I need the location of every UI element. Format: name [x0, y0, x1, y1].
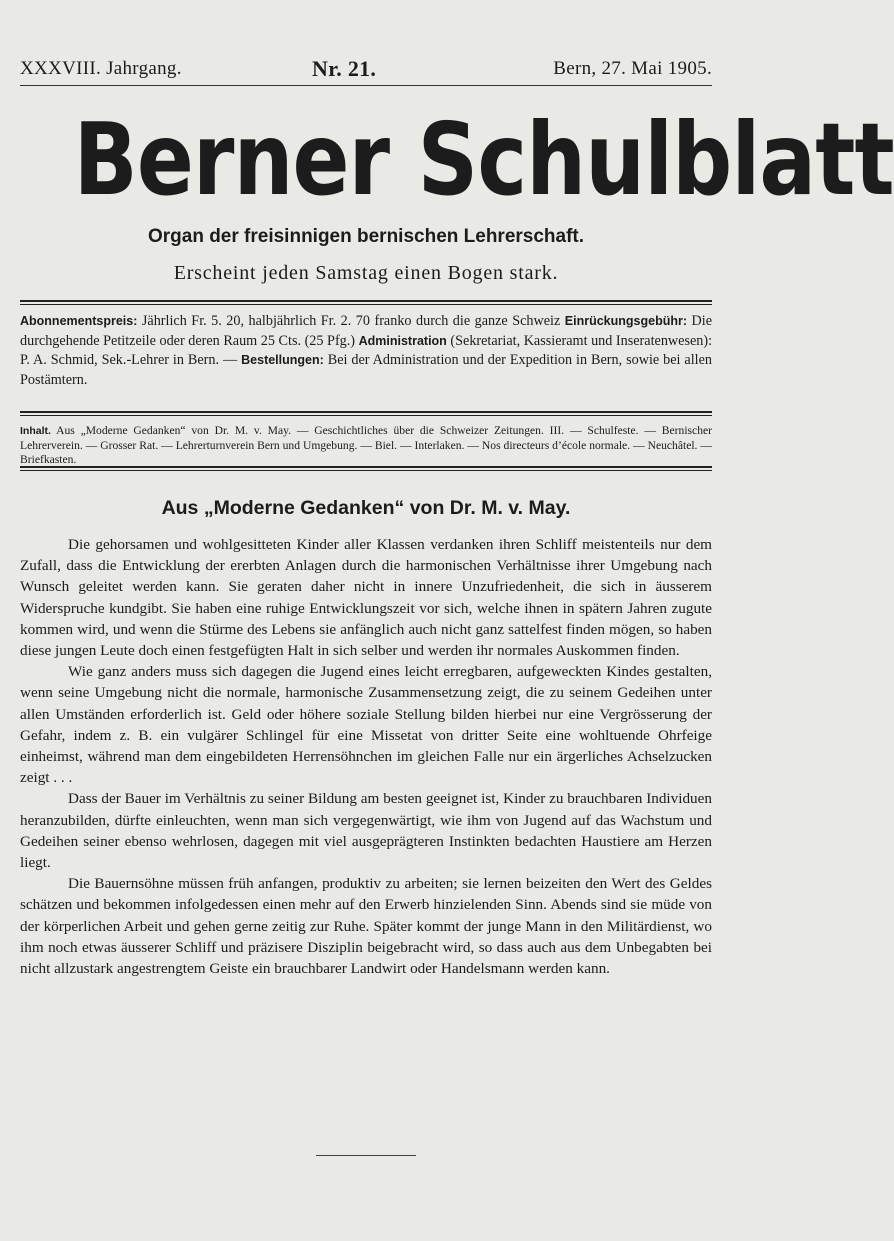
masthead-subtitle: Organ der freisinnigen bernischen Lehrerschaft.: [147, 226, 585, 247]
masthead-tagline: Erscheint jeden Samstag einen Bogen stark.: [173, 262, 559, 284]
divider-rule: [20, 300, 712, 305]
article-paragraph: Die gehorsamen und wohlgesitteten Kinder aller Klassen verdanken ihren Schliff meistenteils nur dem Zufall, dass die Entwicklung der ererbten Anlagen durch die harmonischen Verhältnisse ihrer Umgebung nach Wunsch geleitet werden kann. Sie geraten daher nicht in innere Unzufriedenheit, die sich in äusserem Widerspruche kundgibt. Sie haben eine ruhige Entwicklungszeit vor sich, welche ihnen in spätern Jahren zugute kommen wird, und wenn die Stürme des Lebens sie anfänglich auch nicht ganz sattelfest finden mögen, so haben diese jungen Leute doch einen festgefügten Halt in sich selber und werden ihr normales Auskommen finden.: [20, 536, 712, 660]
fee-label: Einrückungsgebühr:: [564, 314, 688, 328]
orders-label: Bestellungen:: [241, 353, 324, 367]
article-body: [20, 534, 712, 979]
contents-label: Inhalt.: [20, 425, 51, 437]
article-title: Aus „Moderne Gedanken“ von Dr. M. v. May.: [161, 497, 571, 519]
issue-header: [20, 58, 712, 84]
issue-number: Nr. 21.: [312, 56, 377, 81]
subscription-info: [20, 312, 712, 390]
admin-text: (Sekretariat, Kassieramt und Inseratenwesen): P. A. Schmid, Sek.-Lehrer in Bern. —: [20, 332, 713, 368]
contents-text: Aus „Moderne Gedanken“ von Dr. M. v. May. — Geschichtliches über die Schweizer Zeitungen. III. — Schulfeste. — Bernischer Lehrerverein. — Grosser Rat. — Lehrerturnverein Bern und Umgebung. — Biel. — Interlaken. — Nos directeurs d’école normale. — Neuchâtel. — Briefkasten.: [20, 424, 713, 466]
article-paragraph: Die Bauernsöhne müssen früh anfangen, produktiv zu arbeiten; sie lernen beizeiten den Wert des Geldes schätzen und bekommen infolgedessen einen mehr auf den Erwerb hinzielenden Sinn. Abends sind sie müde von der körperlichen Arbeit und gehen gerne zeitig zur Ruhe. Später kommt der junge Mann in den Militärdienst, wo ihm noch etwas äusserer Schliff und präzisere Disziplin beigebracht wird, so dass auch aus dem Unbegabten bei nicht allzustark angestrengtem Geiste ein brauchbarer Landwirt oder Handelsmann werden kann.: [20, 875, 712, 978]
divider-rule: [20, 411, 712, 416]
issue-date: Bern, 27. Mai 1905.: [553, 58, 712, 79]
divider-rule: [20, 466, 712, 471]
volume-label: XXXVIII. Jahrgang.: [20, 58, 182, 79]
article-paragraph: Dass der Bauer im Verhältnis zu seiner Bildung am besten geeignet ist, Kinder zu brauchbaren Individuen heranzubilden, dürfte einleuchten, wenn man sich vergegenwärtigt, wie ihm von Jugend auf das Wachstum und Gedeihen seiner ebenso wehrlosen, dagegen mit viel ausgeprägteren Instinkten bedachten Haustiere am Herzen liegt.: [20, 790, 712, 872]
header-rule: [20, 85, 712, 86]
table-of-contents: [20, 424, 712, 468]
price-label: Abonnementspreis:: [20, 314, 138, 328]
price-text: Jährlich Fr. 5. 20, halbjährlich Fr. 2. 70 franko durch die ganze Schweiz: [141, 313, 561, 329]
end-rule: [316, 1155, 416, 1156]
masthead-title: Berner Schulblatt: [73, 101, 894, 218]
admin-label: Administration: [358, 333, 447, 348]
article-paragraph: Wie ganz anders muss sich dagegen die Jugend eines leicht erregbaren, aufgeweckten Kindes gestalten, wenn seine Umgebung nicht die normale, harmonische Zusammensetzung zeigt, die zu seinem Gedeihen unter allen Umständen erforderlich ist. Geld oder höhere soziale Stellung bilden hierbei nur eine Vergrösserung der Gefahr, indem z. B. ein vulgärer Schlingel für eine Missetat von dritter Seite eine wohltuende Ohrfeige einheimst, während man dem eingebildeten Herrensöhnchen im gleichen Falle nur ein ärgerliches Achselzucken zeigt . . .: [20, 663, 712, 787]
orders-text: Bei der Administration und der Expedition in Bern, sowie bei allen Postämtern.: [20, 352, 713, 388]
fee-text: Die durchgehende Petitzeile oder deren Raum 25 Cts. (25 Pfg.): [20, 313, 713, 349]
